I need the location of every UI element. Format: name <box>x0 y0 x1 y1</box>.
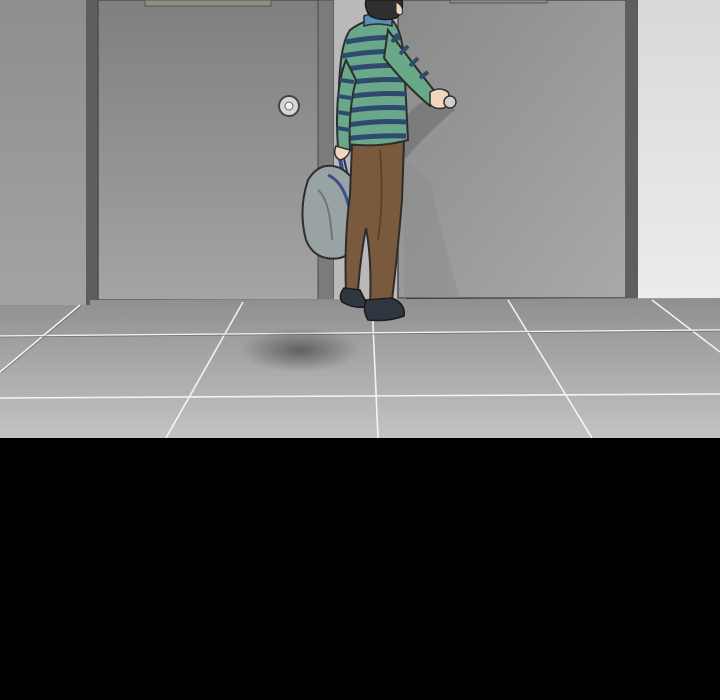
wall-left <box>0 0 90 305</box>
wall-right <box>638 0 720 300</box>
floor-shadow <box>240 328 360 372</box>
floor <box>0 298 720 438</box>
door-left <box>98 0 320 300</box>
door-sign-left <box>145 0 271 6</box>
door-sign-right <box>450 0 547 3</box>
door-frame-left <box>86 0 98 305</box>
door-handle <box>444 96 456 108</box>
empty-black-area <box>0 438 720 700</box>
pants <box>346 140 405 305</box>
door-frame-right <box>626 0 638 300</box>
